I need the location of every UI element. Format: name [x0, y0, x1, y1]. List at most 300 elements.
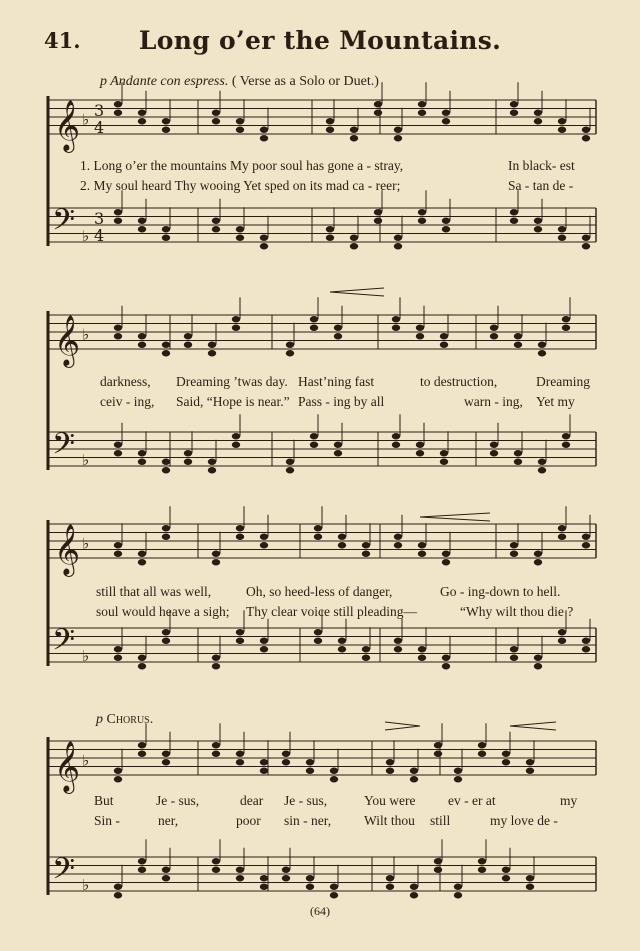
note-head [418, 542, 426, 548]
note-head [282, 867, 290, 873]
flat-sign: ♭ [82, 751, 90, 770]
note-head [374, 110, 382, 116]
note-head [394, 135, 402, 141]
treble-clef: 𝄞 [54, 741, 81, 792]
note-head [338, 646, 346, 652]
note-head [562, 433, 570, 439]
note-head [138, 655, 146, 661]
note-head [138, 110, 146, 116]
lyric-line: In black- est [508, 158, 575, 173]
note-head [534, 559, 542, 565]
note-head [534, 663, 542, 669]
note-head [330, 768, 338, 774]
note-head [410, 768, 418, 774]
note-head [374, 101, 382, 107]
note-head [114, 551, 122, 557]
note-head [286, 342, 294, 348]
note-head [310, 433, 318, 439]
note-head [236, 226, 244, 232]
note-head [338, 542, 346, 548]
note-head [236, 127, 244, 133]
note-head [538, 350, 546, 356]
note-head [236, 235, 244, 241]
dynamic-mark: p [96, 712, 103, 727]
lyric-word: Oh, so heed-less of danger, [246, 584, 393, 599]
note-head [114, 768, 122, 774]
note-head [260, 768, 268, 774]
note-head [434, 867, 442, 873]
note-head [510, 542, 518, 548]
note-head [454, 776, 462, 782]
lyric-word: Je - sus, [156, 793, 200, 808]
note-head [526, 759, 534, 765]
hairpin [330, 288, 384, 292]
note-head [534, 110, 542, 116]
note-head [490, 325, 498, 331]
note-head [562, 316, 570, 322]
note-head [114, 884, 122, 890]
note-head [232, 325, 240, 331]
note-head [334, 450, 342, 456]
note-head [330, 884, 338, 890]
note-head [582, 534, 590, 540]
note-head [260, 243, 268, 249]
note-head [514, 333, 522, 339]
hairpin [510, 722, 556, 726]
note-head [478, 867, 486, 873]
note-head [558, 534, 566, 540]
note-head [510, 655, 518, 661]
lyric-word: sin - ner, [284, 813, 332, 828]
lyric-word: Yet my [536, 394, 575, 409]
note-head [212, 218, 220, 224]
note-head [282, 751, 290, 757]
note-head [534, 226, 542, 232]
note-head [514, 459, 522, 465]
note-head [410, 884, 418, 890]
note-head [232, 316, 240, 322]
note-head [260, 135, 268, 141]
time-signature: 3 [94, 101, 105, 120]
note-head [310, 442, 318, 448]
note-head [232, 433, 240, 439]
lyric-word: ev - er at [448, 793, 496, 808]
note-head [114, 442, 122, 448]
note-head [236, 118, 244, 124]
note-head [286, 350, 294, 356]
note-head [434, 751, 442, 757]
note-head [338, 638, 346, 644]
note-head [502, 759, 510, 765]
note-head [212, 867, 220, 873]
note-head [440, 450, 448, 456]
note-head [582, 235, 590, 241]
note-head [416, 442, 424, 448]
lyric-word: Hast’ning fast [298, 374, 375, 389]
note-head [212, 118, 220, 124]
note-head [212, 858, 220, 864]
note-head [236, 629, 244, 635]
lyric-word: ceiv - ing, [100, 394, 155, 409]
note-head [510, 110, 518, 116]
note-head [114, 333, 122, 339]
note-head [114, 542, 122, 548]
note-head [582, 127, 590, 133]
lyric-word: But [94, 793, 114, 808]
lyric-word: Pass - ing by all [298, 394, 385, 409]
flat-sign: ♭ [82, 534, 90, 553]
lyric-word: Wilt thou [364, 813, 415, 828]
note-head [454, 884, 462, 890]
note-head [114, 209, 122, 215]
treble-clef: 𝄞 [54, 100, 81, 151]
note-head [212, 226, 220, 232]
note-head [394, 534, 402, 540]
dynamic-mark: p [100, 74, 107, 89]
hymn-title: Long o’er the Mountains. [138, 26, 502, 55]
note-head [442, 551, 450, 557]
bass-clef: 𝄢 [52, 623, 76, 665]
note-head [394, 235, 402, 241]
note-head [502, 875, 510, 881]
note-head [510, 209, 518, 215]
note-head [350, 135, 358, 141]
lyric-word: You were [364, 793, 416, 808]
note-head [394, 638, 402, 644]
note-head [162, 867, 170, 873]
note-head [162, 875, 170, 881]
lyric-word: still that all was well, [96, 584, 212, 599]
note-head [162, 127, 170, 133]
note-head [410, 776, 418, 782]
note-head [582, 243, 590, 249]
lyric-word: Sin - [94, 813, 120, 828]
note-head [582, 135, 590, 141]
note-head [394, 646, 402, 652]
hairpin [330, 292, 384, 296]
note-head [236, 534, 244, 540]
note-head [558, 226, 566, 232]
note-head [538, 467, 546, 473]
note-head [212, 655, 220, 661]
note-head [374, 218, 382, 224]
note-head [490, 450, 498, 456]
note-head [490, 442, 498, 448]
chorus-label [96, 712, 153, 728]
note-head [282, 875, 290, 881]
lyric-word: warn - ing, [464, 394, 523, 409]
note-head [314, 638, 322, 644]
note-head [392, 316, 400, 322]
lyric-word: soul would heave a sigh; [96, 604, 230, 619]
note-head [416, 325, 424, 331]
note-head [526, 884, 534, 890]
note-head [350, 243, 358, 249]
note-head [114, 655, 122, 661]
note-head [208, 459, 216, 465]
note-head [454, 892, 462, 898]
note-head [260, 875, 268, 881]
note-head [212, 110, 220, 116]
note-head [162, 638, 170, 644]
note-head [562, 442, 570, 448]
note-head [138, 218, 146, 224]
note-head [162, 759, 170, 765]
note-head [260, 638, 268, 644]
note-head [514, 450, 522, 456]
time-signature: 4 [94, 118, 105, 137]
note-head [502, 751, 510, 757]
note-head [526, 875, 534, 881]
lyric-line: Sa - tan de - [508, 178, 574, 193]
note-head [386, 768, 394, 774]
note-head [362, 542, 370, 548]
lyric-word: Thy clear voice still pleading— [246, 604, 417, 619]
note-head [392, 433, 400, 439]
note-head [416, 450, 424, 456]
note-head [502, 867, 510, 873]
note-head [418, 646, 426, 652]
note-head [538, 459, 546, 465]
note-head [514, 342, 522, 348]
note-head [558, 127, 566, 133]
bass-clef: 𝄢 [52, 852, 76, 894]
note-head [442, 559, 450, 565]
note-head [534, 218, 542, 224]
lyric-word: my [560, 793, 578, 808]
note-head [334, 442, 342, 448]
note-head [558, 118, 566, 124]
hymn-number: 41. [44, 28, 81, 53]
note-head [410, 892, 418, 898]
note-head [138, 559, 146, 565]
note-head [582, 646, 590, 652]
note-head [362, 655, 370, 661]
note-head [394, 243, 402, 249]
note-head [334, 333, 342, 339]
note-head [138, 342, 146, 348]
note-head [326, 127, 334, 133]
hairpin [420, 513, 490, 517]
flat-sign: ♭ [82, 110, 90, 129]
note-head [162, 350, 170, 356]
lyric-word: Said, “Hope is near.” [176, 394, 290, 409]
note-head [558, 629, 566, 635]
note-head [138, 459, 146, 465]
note-head [162, 459, 170, 465]
note-head [138, 742, 146, 748]
note-head [306, 768, 314, 774]
note-head [286, 459, 294, 465]
note-head [162, 534, 170, 540]
note-head [526, 768, 534, 774]
lyric-word: still [430, 813, 451, 828]
note-head [138, 551, 146, 557]
note-head [212, 559, 220, 565]
flat-sign: ♭ [82, 875, 90, 894]
note-head [184, 450, 192, 456]
note-head [330, 776, 338, 782]
hairpin [385, 722, 420, 730]
note-head [236, 867, 244, 873]
note-head [138, 118, 146, 124]
note-head [394, 542, 402, 548]
hairpin [510, 726, 556, 730]
note-head [386, 875, 394, 881]
note-head [114, 450, 122, 456]
note-head [562, 325, 570, 331]
note-head [138, 751, 146, 757]
lyric-word: “Why wilt thou die ? [460, 604, 574, 619]
note-head [236, 759, 244, 765]
note-head [478, 742, 486, 748]
note-head [418, 218, 426, 224]
flat-sign: ♭ [82, 226, 90, 245]
note-head [442, 663, 450, 669]
note-head [162, 118, 170, 124]
note-head [534, 655, 542, 661]
note-head [260, 542, 268, 548]
note-head [114, 892, 122, 898]
note-head [208, 350, 216, 356]
note-head [236, 875, 244, 881]
note-head [114, 218, 122, 224]
note-head [334, 325, 342, 331]
note-head [338, 534, 346, 540]
note-head [260, 534, 268, 540]
flat-sign: ♭ [82, 325, 90, 344]
note-head [260, 759, 268, 765]
note-head [440, 342, 448, 348]
note-head [442, 118, 450, 124]
note-head [114, 325, 122, 331]
note-head [330, 892, 338, 898]
note-head [440, 459, 448, 465]
flat-sign: ♭ [82, 450, 90, 469]
note-head [418, 101, 426, 107]
note-head [558, 235, 566, 241]
lyric-word: Je - sus, [284, 793, 328, 808]
note-head [310, 316, 318, 322]
flat-sign: ♭ [82, 646, 90, 665]
note-head [326, 118, 334, 124]
treble-clef: 𝄞 [54, 315, 81, 366]
note-head [310, 325, 318, 331]
note-head [184, 459, 192, 465]
note-head [534, 118, 542, 124]
note-head [418, 209, 426, 215]
note-head [362, 646, 370, 652]
note-head [184, 333, 192, 339]
lyric-word: ner, [158, 813, 179, 828]
note-head [454, 768, 462, 774]
note-head [392, 325, 400, 331]
note-head [440, 333, 448, 339]
note-head [510, 101, 518, 107]
note-head [392, 442, 400, 448]
note-head [418, 551, 426, 557]
note-head [434, 742, 442, 748]
note-head [386, 759, 394, 765]
note-head [114, 101, 122, 107]
note-head [138, 333, 146, 339]
note-head [114, 110, 122, 116]
note-head [478, 858, 486, 864]
note-head [326, 235, 334, 241]
note-head [260, 127, 268, 133]
note-head [442, 110, 450, 116]
note-head [184, 342, 192, 348]
note-head [434, 858, 442, 864]
note-head [416, 333, 424, 339]
note-head [162, 525, 170, 531]
lyric-word: to destruction, [420, 374, 498, 389]
note-head [306, 759, 314, 765]
tempo-text: Andante con espress. [110, 74, 229, 89]
note-head [260, 235, 268, 241]
note-head [510, 551, 518, 557]
note-head [138, 450, 146, 456]
note-head [138, 867, 146, 873]
time-signature: 3 [94, 209, 105, 228]
note-head [208, 342, 216, 348]
bass-clef: 𝄢 [52, 203, 76, 245]
note-head [286, 467, 294, 473]
note-head [138, 858, 146, 864]
note-head [510, 218, 518, 224]
note-head [314, 629, 322, 635]
note-head [418, 110, 426, 116]
lyric-line: 1. Long o’er the mountains My poor soul has gone a - stray, [80, 158, 404, 173]
note-head [442, 655, 450, 661]
note-head [314, 525, 322, 531]
lyric-word: Dreaming [536, 374, 590, 389]
note-head [394, 127, 402, 133]
note-head [212, 551, 220, 557]
note-head [138, 663, 146, 669]
chorus-text: Chorus. [106, 712, 154, 727]
time-signature: 4 [94, 226, 105, 245]
note-head [162, 751, 170, 757]
note-head [350, 127, 358, 133]
note-head [260, 884, 268, 890]
note-head [162, 226, 170, 232]
note-head [442, 226, 450, 232]
note-head [582, 638, 590, 644]
note-head [510, 646, 518, 652]
verse-note: ( Verse as a Solo or Duet.) [231, 74, 379, 89]
note-head [314, 534, 322, 540]
lyric-word: dear [240, 793, 264, 808]
note-head [260, 646, 268, 652]
lyric-word: my love de - [490, 813, 558, 828]
note-head [478, 751, 486, 757]
note-head [212, 751, 220, 757]
note-head [232, 442, 240, 448]
note-head [282, 759, 290, 765]
note-head [306, 884, 314, 890]
note-head [162, 342, 170, 348]
lyric-word: Go - ing-down to hell. [440, 584, 561, 599]
note-head [582, 542, 590, 548]
note-head [306, 875, 314, 881]
lyric-word: Dreaming ’twas day. [176, 374, 288, 389]
lyric-word: poor [236, 813, 261, 828]
note-head [534, 551, 542, 557]
note-head [558, 638, 566, 644]
note-head [490, 333, 498, 339]
note-head [236, 525, 244, 531]
